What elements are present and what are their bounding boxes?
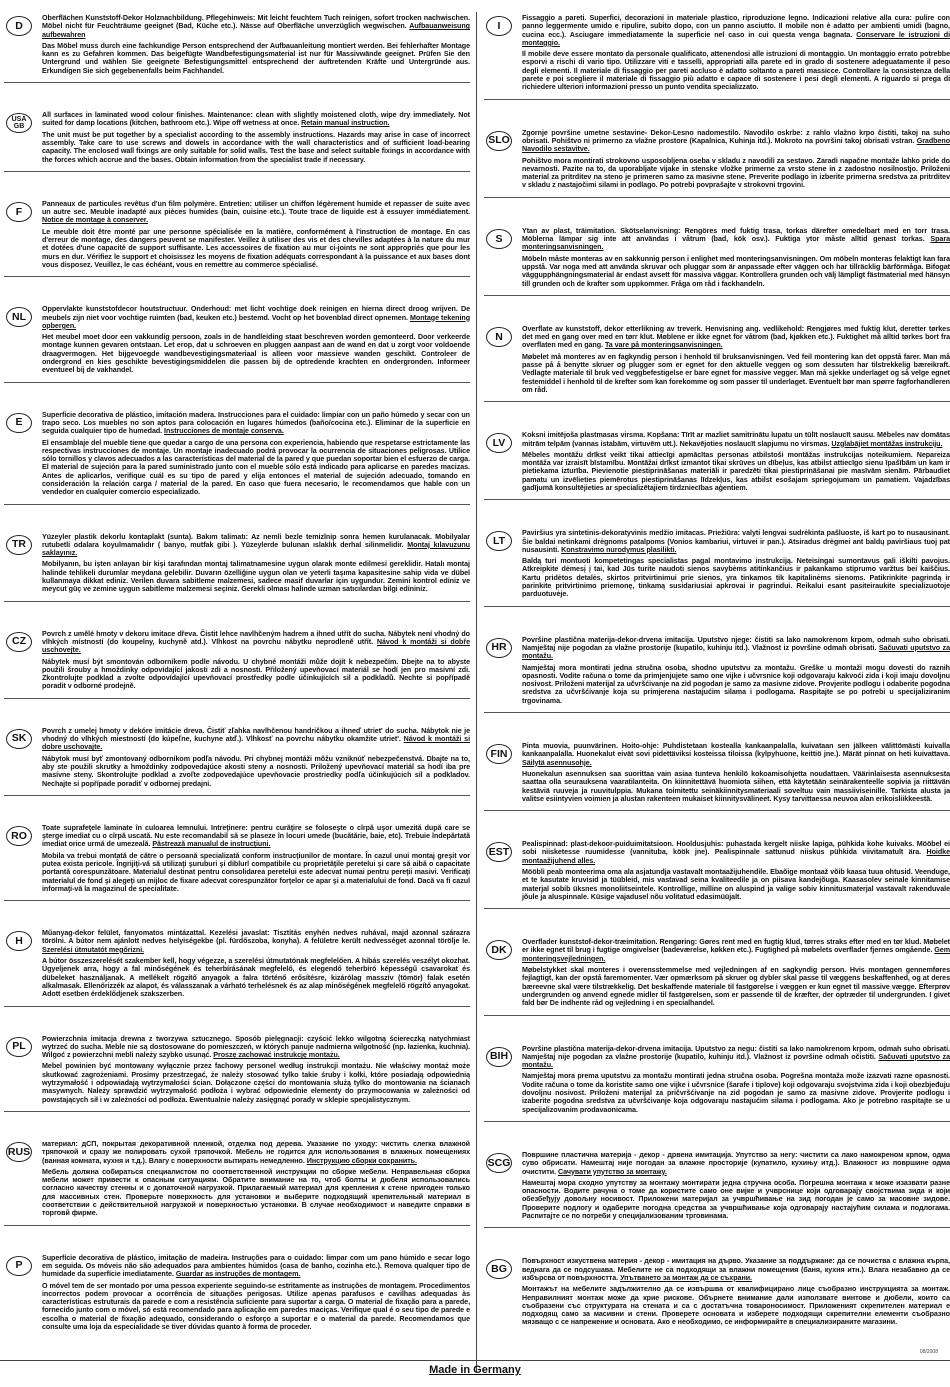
language-section-scg xyxy=(484,1151,950,1228)
right-column xyxy=(484,14,950,1369)
care-text: Повърхност изкуствена материя - декор - имитация на дърво. Указание за поддържане: да се почиства с влажна кърпа, веднага да се подсушава. Мебелите не са подходящи за влажни помещения (баня, кухня итн.). Влага незабавно да се избърсва от повърхността. xyxy=(522,1257,950,1282)
retain-instructions-note: Säilytä asennusohje. xyxy=(522,758,592,767)
care-text: Površine plastična materija-dekor-drvena imitacija. Uputstvo za negu: čistiti sa lako namokrenom krpom, odmah suho obrisati. Namještaj nije pogodan za vlažne prostorije (kupatilo, kuhinju itd.). Vlažnost iz površine odmah očistiti. xyxy=(522,1044,950,1061)
language-badge: SLO xyxy=(486,131,512,151)
language-section-i xyxy=(484,14,950,100)
care-text: Oppervlakte kunststofdecor houtstructuur. Onderhoud: met licht vochtige doek reinigen en hierna direct droog wrijven. De meubels zijn niet voor vochtige ruimten (bad, keuken etc.) bestemd. Vocht op het bovenblad direct opnemen. xyxy=(42,305,470,322)
language-badge: P xyxy=(6,1256,32,1276)
care-text: Overflate av kunststoff, dekor etterlikning av treverk. Henvisning ang. vedlikehold: Rengjøres med fuktig klut, deretter tørkes det med en gang over med en tørr klut. Møblene er ikke egnet for våtrom (bad, kjøkken etc.). Fuktighet må alltid tørkes bort fra overflaten med en gang. xyxy=(522,324,950,350)
retain-instructions-note: Montaj kılavuzunu saklayınız. xyxy=(42,540,470,558)
care-instructions xyxy=(522,840,950,865)
document-code: 08/2008 xyxy=(919,1349,938,1355)
care-text: Panneaux de particules revêtus d'un film polymère. Entretien: utiliser un chiffon légèrement humide et repasser de suite avec un autre sec. Meuble inadapté aux pièces humides (bain, cuisine etc.). Toute trace de liquide est à essuyer immédiatement. xyxy=(42,199,470,217)
language-section-sk xyxy=(4,727,470,796)
assembly-warning: O móvel tem de ser montado por uma pessoa experiente seguindo-se estritamente as instruções de montagem. Procedimentos incorrectos podem provocar a ocorrência de situações perigosas. Utilize apenas parafusos e cavilhas adequadas às características estruturais da parede e com a resistência suficiente para suportar a carga. O material de fixação para a parede, fornecido junto com o móvel, só está recomendado para aplicação em paredes maciças. Verifique qual é o seu tipo de parede e escolha o material de fixação adequado, considerando o esforço a suportar e o material da parede. Recomendamos que consulte uma loja da especialidade se tiver dúvidas quanto à forma de proceder. xyxy=(42,1281,470,1331)
care-text: Superfície decorativa de plástico, imitação de madeira. Instruções para o cuidado: limpar com um pano húmido e secar logo em seguida. Os móveis não são adequados para ambientes húmidos (casa de banho, cozinha etc.). Remova qualquer tipo de humidade da superfície imediatamente. xyxy=(42,1253,470,1279)
language-badge: BG xyxy=(486,1259,512,1279)
retain-instructions-note: Montage tekening opbergen. xyxy=(42,313,470,330)
care-text: Pinta muovia, puunvärinen. Hoito-ohje: Puhdistetaan kostealla kankaanpalalla, kuivataan sen jälkeen välittömästi kuivalla kankaanpalalla. Huonekalut eivät sovi pidettäviksi kosteissa tiloissa (kylpyhuone, keittiö jne.). Märät pinnat on heti kuivattava. xyxy=(522,742,950,759)
care-text: материал: дСП, покрытая декоративной пленкой, отделка под дерева. Указание по уходу: чистить слегка влажной тряпочкой и сразу же полировать сухой тряпочкой. Мебель не годится для использования в влажных помещениях (ванная комната, кухня и т.д.). Влагу с поверхности вытирать немедленно. xyxy=(42,1139,470,1165)
language-section-lt xyxy=(484,529,950,606)
retain-instructions-note: Proszę zachować instrukcję montażu. xyxy=(213,1051,340,1060)
language-section-e xyxy=(4,411,470,505)
care-text: All surfaces in laminated wood colour finishes. Maintenance: clean with slightly moistened cloth, wipe dry immediately. Not suited for damp locations (kitchen, bathroom etc.). Wipe off wetness at once. xyxy=(42,111,470,128)
language-section-nl xyxy=(4,305,470,382)
retain-instructions-note: Szerelési útmutatót megőrizni. xyxy=(42,945,145,954)
language-section-bih xyxy=(484,1045,950,1122)
care-instructions xyxy=(522,938,950,963)
language-badge: EST xyxy=(486,842,512,862)
retain-instructions-note: Notice de montage à conserver. xyxy=(42,216,149,225)
assembly-warning: Møbelet må monteres av en fagkyndig person i henhold til bruksanvisningen. Ved feil montering kan det oppstå farer. Man må passe på å benytte skruer og plugger som er egnet for den aktuelle veggen og som dessuten har tilstrekkelig bæreikraft. Vedlagte materiale til bruk ved veggbefestigelse er bare egnet for massive vegger. Man må sjekke underlaget og så velge egnet festemiddel i henhold til de krefter som kan forekomme og som passer til underlaget. Eventuelt bør man spørre fagforhandleren om råd. xyxy=(522,352,950,394)
language-badge: CZ xyxy=(6,632,32,652)
assembly-warning: Намештај мора сходно упутству за монтажу монтирати једна стручна особа. Погрешна монтажа к може изазвати разне опасности. Водите рачуна о томе да користите само оне вијке и учврснице који одговарају својствима зида и који обезбеђују довољну носивост. Приложени материјал за учвршћивање на зид погодан је само за масовне зидове. Проверите подлогу и одаберите погодна средства за учвршћивање која одговарају настајућим силама и подлогама. Распитајте се по потреби у специјализованим трговинама. xyxy=(522,1178,950,1221)
retain-instructions-note: Aufbauanweisung aufbewahren xyxy=(42,22,470,39)
language-badge: F xyxy=(6,202,32,222)
care-text: Koksni imitējoša plastmasas virsma. Kopšana: Tīrīt ar mazliet samitrinātu lupatu un tūlīt noslaucīt sausu. Mēbeles nav domātas mitrām telpām (vannas istabām, virtuvēm utt.). Nekavējoties noslaucīt slapjumu no virsmas. xyxy=(522,431,950,448)
retain-instructions-note: Упътването за монтаж да се съхрани. xyxy=(620,1273,752,1282)
care-instructions xyxy=(522,1257,950,1282)
language-badge: LT xyxy=(486,531,512,551)
language-badge: DK xyxy=(486,940,512,960)
care-instructions xyxy=(42,14,470,39)
care-instructions xyxy=(42,1140,470,1165)
care-instructions xyxy=(522,325,950,350)
care-text: Zgornje površine umetne sestavine- Dekor-Lesno nadomestilo. Navodilo oskrbe: z rahlo vlažno krpo čistiti, takoj na suho obrisati. Pohištvo ni primerno za vlažne prostore (Kapalnica, Kuhinja itd.). Mokroto na površini takoj obrisati vstran. xyxy=(522,128,950,145)
care-instructions xyxy=(42,727,470,752)
care-instructions xyxy=(42,411,470,436)
retain-instructions-note: Sačuvati uputstvo za montažu. xyxy=(522,643,950,661)
care-text: Overflader kunststof-dekor-træimitation. Rengøring: Gøres rent med en fugtig klud, tørres straks efter med en tør klud. Møbelet er ikke egnet til brug i fugtige omgivelser (badeværelse, køkken etc.). Fugtighed på møbelets overflader fjernes omgående. xyxy=(522,938,950,955)
care-text: Površine plastična materija-dekor-drvena imitacija. Uputstvo njege: čistiti sa lako namokrenom krpom, odmah suho obrisati. Namještaj nije pogodan za vlažne prostorije (kupatilo, kuhinju itd.). Vlažnost iz površine odmah obrisati. xyxy=(522,635,950,652)
care-instructions xyxy=(42,533,470,558)
language-badge: N xyxy=(486,327,512,347)
language-badge: I xyxy=(486,16,512,36)
retain-instructions-note: Instrucciones de montaje conserva. xyxy=(164,427,284,436)
care-instructions xyxy=(42,200,470,225)
language-badge: H xyxy=(6,931,32,951)
language-section-p xyxy=(4,1254,470,1339)
language-badge: PL xyxy=(6,1037,32,1057)
language-badge: TR xyxy=(6,535,32,555)
care-text: Yüzeyler plastik dekorlu kontaplakt (sunta). Bakım talimatı: Az nemli bezle temizlnip sonra hemen kurulanacak. Mobilyalar rutubetli odalara koyulmamalıdır ( banyo, mutfak gibi ). Yüzeylerde bulunan ıslaklık derhal silinmelidir. xyxy=(42,532,470,549)
care-text: Povrch z umelej hmoty v dekóre imitácie dreva. Čistiť zľahka navlhčenou handričkou a ihneď utriet' do sucha. Nábytok nie je vhodný do vlhkých miestností (do kúpeľne, kuchyne atď.). Vlhkosť na povrchu nábytku okamžite utriet'. xyxy=(42,726,470,744)
retain-instructions-note: Konstravimo nurodymus plasilikti. xyxy=(561,545,677,554)
language-section-slo xyxy=(484,129,950,198)
care-text: Paviršius yra sintetinis-dekoratyvinis medžio imitacas. Priežiūra: valyti lengvai sudrėkinta pašluoste, iš kart po to nusausinant. Šie baldai netinkami drėgnoms patalpoms (Vonios kambariui, virtuvei ir pan.). Atsiradus drėgmei ant baldų paviršiaus tuoj pat nusausinti. xyxy=(522,529,950,554)
language-section-hr xyxy=(484,636,950,713)
care-instructions xyxy=(42,630,470,655)
assembly-warning: Pohištvo mora montirati strokovno usposobljena oseba v skladu z navodili za sestavo. Zaradi napačne montaže lahko pride do nevarnosti. Pazite na to, da uporabljate vijake in stenske vložke primerne za vrsto stene in z zadostno nosilnostjo. Priloženi material za pritrditev na steno je primeren samo za masivne stene. Preverite podlago in izberite primerna sredstva za pritrditev v skladu z nastajočimi silami in podlago. Po potrebi povprašajte v strokovni trgovini. xyxy=(522,156,950,190)
left-column xyxy=(4,14,470,1369)
assembly-warning: Het meubel moet door een vakkundig persoon, zoals in de handleiding staat beschreven worden gemonteerd. Door verkeerde montage kunnen gevaren ontstaan. Let erop, dat u schroeven en pluggen aanpast aan de wand en dat u zorgt voor voldoende draagvermogen. Het bijgevoegde wandbevestigingsmateriaal is alleen voor massieve wanden geschikt. Controleer de ondergrond en kies geschikte bevestigingsmiddelen die passen bij de optredende krachten en ondergronden. Informeer eventueel bij de vakhandel. xyxy=(42,333,470,375)
language-section-h xyxy=(4,929,470,1006)
retain-instructions-note: Инструкцию сборки сохранить. xyxy=(306,1156,417,1165)
care-instructions xyxy=(522,129,950,154)
assembly-warning: Mebel powinien być montowany wyłącznie przez fachowy personel według instrukcji montażu. Nie właściwy montaż może skutkować zagrożeniami. Prosimy przestrzegać, że należy stosować tylko takie śruby i kołki, które posiadają odpowiednią wytrzymałość i odpowiadają wytrzymałości ścian. Dołączone części do montowania służą tylko do montowania na ścianach masywnych. Należy sprawdzić wytrzymałość podłoża i wybrać odpowiednie elementy do przymocowania w zależności od powstających sił i w zależności od podłoża. Ewentualnie należy zasięgnąć porady w sklepie specjalistycznym. xyxy=(42,1062,470,1104)
care-instructions xyxy=(42,824,470,849)
care-text: Toate suprafeţele laminate în culoarea lemnului. Intreţinere: pentru curăţire se foloseşte o cîrpă uşor umezită după care se şterge imediat cu o cîrpă uscată. Nu este recomandabil să se plaseze în locuri umede (bucătărie, baie, etc). Trebuie îndepărtată imediat orice urmă de umezeală. xyxy=(42,823,470,849)
assembly-warning: Das Möbel muss durch eine fachkundige Person entsprechend der Aufbauanleitung montiert werden. Bei fehlerhafter Montage kann es zu Gefahren kommen. Das beigefügte Wandbefestigungsmaterial ist nur für Massivwände geeignet. Prüfen Sie den Untergrund und wählen Sie geeignete Befestigungsmittel entsprechend der auftretenden Kräfte und Untergründe aus. Erkundigen Sie sich gegebenenfalls beim Fachhandel. xyxy=(42,41,470,75)
care-instructions xyxy=(42,1035,470,1060)
care-text: Műanyag-dekor felület, fanyomatos mintázattal. Kezelési javaslat: Tisztítás enyhén nedves ruhával, majd azonnal szárazra törölni. A bútor nem ajánlott nedves helyiségekbe (pl. fürdőszoba, konyha). A felületre került nedvességet azonnal törölje le. xyxy=(42,929,470,946)
care-instructions xyxy=(522,529,950,554)
assembly-warning: Møbelstykket skal monteres i overensstemmelse med vejledningen af en sagkyndig person. Hvis montagen gennemføres fejlagtigt, kan der opstå faremomenter. Vær opmærksom på skruer og dybler skal passe til væggens beskaffenhed, og at deres bæreevne skal være tilstrækkelig. Det beskaffende materiale til fastgørelse i væggen er kun egnet til massive vægge. Efterprøv undergrunden og anvend egnede midler til fastgørelsen, som er passende til de kræfter, der optræder til undergrunden. I givet fald bør De indhente råd og vejledning i en specialhandel. xyxy=(522,966,950,1008)
language-section-fin xyxy=(484,742,950,811)
retain-instructions-note: Ta vare på monteringsanvisningen. xyxy=(604,341,723,350)
language-badge: NL xyxy=(6,307,32,327)
retain-instructions-note: Hoidke montaažijuhend alles. xyxy=(522,848,950,865)
language-section-usa-gb xyxy=(4,111,470,172)
language-section-pl xyxy=(4,1035,470,1112)
language-section-cz xyxy=(4,630,470,699)
language-badge: BIH xyxy=(486,1047,512,1067)
retain-instructions-note: Gem monteringsvejledningen. xyxy=(522,946,950,963)
assembly-warning: Mobilyanın, bu işten anlayan bir kişi tarafından montaj talimatnamesine uygun olarak monte edilmesi gereklidir. Hatalı montaj halinde tehlikeli durumlar meydana gelebilir. Duvarın özelliğine uygun olan ve yeterli taşıma kapasitesine sahip vida ve dübel kullanmaya dikkat ediniz. Verilen duvara sabitleme malzemesi, sadece masif duvarlar için uygundur. Zemini kontrol ediniz ve meycut güç ve zemine uygun sabitleme malzemesi seçiniz. Gerekli olması halinde uzman satıcılardan bilgi edininiz. xyxy=(42,560,470,594)
assembly-warning: A bútor összeszerelését szakember kell, hogy végezze, a szerelési útmutatónak megfelelően. A hibás szerelés veszélyt okozhat. Ügyeljenek arra, hogy a fal minőségének és teherbírásának megfelelő, és elegendő teherbíró képességű csavarokat és dübeleket használjanak. A mellékelt rögzítő anyagok a falra történő erősítésre, kizárólag masszív (tömör) falak esetén alkalmasak. Ellenőrizzék az alapot, és válasszanak a várható terhelésnek és az alap minőségének megfelelő rögzítő anyagokat. Adott esetben érdeklődjenek szakszerben. xyxy=(42,957,470,999)
assembly-warning: Huonekalun asennuksen saa suorittaa vain asiaa tunteva henkilö kokoamisohjetta noudattaen. Väärinlaisesta asennuksesta saattaa olla seurauksena vaaratilanteita. On kiinnitettävä huomiota siihen, että käytetään seinärakenteelle sopivia ja riittävän kestäviä ruuveja ja ruuvitulppia. Mukana toimitettu seinäkiinnitysmateriaali soveltuu vain massiiviseinille. Tarkista alusta ja valitse esiintyvien voimien ja alustan rakenteen mukaiset kiinnitysvälineet. Kysy tarvittaessa neuvoa alan erikoisliikkeestä. xyxy=(522,769,950,803)
assembly-warning: Il mobile deve essere montato da personale qualificato, attenendosi alle istruzioni di montaggio. Un montaggio errato potrebbe esporvi a rischi di vario tipo. Utilizzare viti e tasselli, appropriati alla parete ed in grado di sostenere adeguatamente il peso degli elementi. Il materiale di fissaggio per pareti accluso è adatto soltanto a pareti massicce. Controllare la consistenza della parete e poi scegliere il materiale di fissaggio più adatto e capace di sostenere i pesi degli elementi. A riguardo si prega di richiedere ulteriori informazioni presso un punto vendita specializzato. xyxy=(522,50,950,92)
assembly-warning: Nábytok musí byť zmontovaný odborníkom podľa návodu. Pri chybnej montáži môžu vzniknúť nebezpečenstvá. Dbajte na to, aby ste použili skrutky a hmoždinky zodpovedajúce akosti steny a nosnosti. Priložený upevňovací materiál sa hodí iba pre masívne steny. Skontrolujte podklad a zvoľte zodpovedajúce upevňovacie prostriedky podľa účinkujúcich síl a podkladov. Nechajte si popřípade poradiť v odbornej predajni. xyxy=(42,754,470,788)
care-instructions xyxy=(42,929,470,954)
care-instructions xyxy=(522,636,950,661)
care-instructions xyxy=(42,111,470,128)
assembly-warning: Mööbli peab monteerima oma ala asjatundja vastavalt montaažijuhendile. Ebaõige montaaž võib kaasa tuua ohtusid. Veenduge, et te kasutate kruvisid ja tüübleid, mis vastavad seina kvaliteedile ja on piisava kandejõuga. Kaasasolev seinale kinnitamise materjal sobib üksnes monoliitseintele. Kontrollige, milline on aluspind ja valige sobiv kinnitusmaterjal vastavalt rakenduvale jõule ja aluspinnale. Küsige vajadusel nõu volitatud edasimüüjalt. xyxy=(522,868,950,901)
retain-instructions-note: Retain manual instruction. xyxy=(301,119,390,128)
language-badge: SK xyxy=(6,729,32,749)
assembly-warning: Namještaj mora montirati jedna stručna osoba, shodno uputstvu za montažu. Greške u montaži mogu dovesti do raznih opasnosti. Vodite računa o tome da primjenjujete samo one vijke i učvrsnice koji odgovaraju kakvoći zida i koji imaju dovoljnu nosivost. Priloženi materijal za učvršćivanje na zid pogodan je samo za masivne zidove. Provjerite podlogu i odaberite pogodna sredstva za učvršćivanje koja su primjerena nastajućim silama i podlogama. Raspitajte se po potrebi u specijaliziranim trgovinama. xyxy=(522,663,950,705)
care-instructions xyxy=(42,305,470,330)
language-badge: HR xyxy=(486,638,512,658)
made-in-germany: Made in Germany xyxy=(429,1364,521,1376)
assembly-warning: Le meuble doit être monté par une personne spécialisée en la matière, conformément à l'instruction de montage. En cas d'erreur de montage, des dangers peuvent se manifester. Veillez à utiliser des vis et des chevilles adaptées à la nature du mur et dotées d'une capacité de support suffisante. Les accessoires de fixation au mur ci-joints ne sont appropriés que pour les murs en dur. Vérifiez le support et choisissez les moyens de fixation adéquats correspondant à la puissance et aux bases dont vous disposez. Veuillez, le cas échéant, vous en remettre au commerce spécialisé. xyxy=(42,227,470,269)
retain-instructions-note: Uzglabājiet montāžas instrukciju. xyxy=(831,439,943,448)
retain-instructions-note: Guardar as instruções de montagem. xyxy=(175,1270,301,1279)
language-section-f xyxy=(4,200,470,277)
column-divider xyxy=(476,12,477,1372)
language-section-tr xyxy=(4,533,470,602)
language-section-dk xyxy=(484,938,950,1015)
language-section-rus xyxy=(4,1140,470,1226)
care-text: Fissaggio a pareti. Superfici, decorazioni in materiale plastico, riproduzione legno. Indicazioni relative alla cura: pulire con panno leggermente umido e ripulire, subito dopo, con un panno asciutto. Il mobile non è adatto per ambienti umidi (bagno, cucina ecc.). Asciugare immediatamente la superficie nel caso in cui questa venga bagnata. xyxy=(522,14,950,39)
retain-instructions-note: Gradbeno Navodilo sestavitve. xyxy=(522,136,950,154)
care-text: Oberflächen Kunststoff-Dekor Holznachbildung. Pflegehinweis: Mit leicht feuchtem Tuch reinigen, sofort trocken nachwischen. Möbel nicht für Feuchträume geeignet (Bad, Küche etc.). Nässe auf Oberfläche unverzüglich wegwischen. xyxy=(42,14,470,31)
assembly-warning: El ensamblaje del mueble tiene que quedar a cargo de una persona con experiencia, habiendo que respetarse estrictamente las respectivas instrucciones de montaje. Un montaje inadecuado podrá provocar la ocurrencia de situaciones peligrosas. Utilice sólo tornillos y clavos adecuados a las características del material de la pared y que puedan soportar bien el esfuerzo de carga. El material de sujeción para la pared suministrado junto con el mueble sólo está indicado para aplicarse en paredes macizas. Antes de aplicarlos, verifique cuál es su tipo de pared y elija entonces el material de sujeción adecuado, tomando en consideración la relación carga / material de la pared. En caso que fuera necesario, le recomendamos que hable con un vendedor en cualquier comercio especializado. xyxy=(42,438,470,497)
language-section-s xyxy=(484,227,950,296)
assembly-warning: Монтажът на мебелите задължително да се извършва от квалифицирано лице съобразно инструкцията за монтаж. Неправилният монтаж може да крие рискове. Обърнете внимание дали използвате винтове и дюбели, които са съобразени със структурата на стената и са с достатъчна товароносимост. Приложеният скрепителен материал е подходящ само за масивни и стени. Проверете основата и изберете подходящи скрепителни елементи съобразно мязващо с се напрежение и основата. Ако е необходимо, се информирайте в специализираните магазини. xyxy=(522,1285,950,1327)
care-text: Powierzchnia imitacja drewna z tworzywa sztucznego. Sposób pielęgnacji: czyścić lekko wilgotną ściereczką natychmiast wytrzeć do sucha. Meble nie są dostosowane do pomieszczeń, w których panuje nadmierna wilgotność (np. łazienka, kuchnia). Wilgoć z powierzchni mebli należy szybko usunąć. xyxy=(42,1034,470,1060)
assembly-warning: The unit must be put together by a specialist according to the assembly instructions. Hazards may arise in case of incorrect assembly. Take care to use screws and dowels in accordance with the wall characteristics and of sufficient load-bearing capacity. The enclosed wall fixings are only suitable for solid walls. Test the base and select suitable fixings in accordance with the forces which accrue and the bases. Obtain information from the specialist trade if necessary. xyxy=(42,130,470,164)
care-instructions xyxy=(522,742,950,767)
care-instructions xyxy=(522,1151,950,1176)
language-badge: D xyxy=(6,16,32,36)
retain-instructions-note: Spara monteringsanvisningen. xyxy=(522,235,950,252)
care-text: Povrch z umělé hmoty v dekoru imitace dřeva. Čistit lehce navlhčeným hadrem a ihned utřít do sucha. Nábytek není vhodný do vlhkých místností (do koupelny, kuchyně atd.). Vlhkost na povrchu nábytku neprodleně utřít. xyxy=(42,629,470,646)
care-instructions xyxy=(42,1254,470,1279)
assembly-warning: Baldą turi montuoti kompetetingas specialistas pagal montavimo instrukciją. Neteisingai sumontavus gali iškilti pavojus. Atkreipkite dėmesį į tai, kad Jūs turite naudoti sienos savybėms atitinkančius ir pakankamo stiprumo varžtus bei kaiščius. Kartu pridėtos detalės, skirtos pritvirtinimui prie sienos, yra tinkamos tik kapitalinėms sienoms. Patikrinkite pagrindą ir parinkite pritvirtinimo priemonę, tinkamą susidariusiai apkrovai ir pagrindui. Reikalui esant pasiteiraukite specializuotoje parduotuvėje. xyxy=(522,557,950,599)
retain-instructions-note: Conservare le istruzioni di montaggio. xyxy=(522,30,950,47)
care-instructions xyxy=(522,14,950,47)
retain-instructions-note: Návod k montáži si dobře uschovejte. xyxy=(42,637,470,655)
language-badge: LV xyxy=(486,433,512,453)
care-instructions xyxy=(522,431,950,448)
care-instructions xyxy=(522,227,950,252)
retain-instructions-note: Сачувати упутство за монтажу. xyxy=(557,1167,667,1176)
language-section-est xyxy=(484,840,950,909)
care-text: Pealispinnad: plast-dekoor-puiduimitatsioon. Hooldusjuhis: puhastada kergelt niiske lapiga, pühkida kohe kuivaks. Mööbel ei sobi niisketesse ruumidesse (vannituba, köök jne). Pealispinnale sattunud niiskus pühkida viivitamatult ära. xyxy=(522,840,950,857)
assembly-warning: Namještaj mora prema uputstvu za montažu montirati jedna stručna osoba. Pogrešna montaža može izazvati razne opasnosti. Vodite računa o tome da koristite samo one vijke i učvrsnice (šarafe i tiplove) koji odgovaraju svojstvima zida i koji obezbjeđuju dovoljnu nosivost. Priloženi materijal za pričvršćivanje na zid pogodan je samo za masivne zidove. Provjerite podlogu i izaberite pogodna sredstva za učvršćivanje koja odgovaraju nastajućim silama i podlogama. Ako je potrebno raspitajte se u specijalizovanim prodavaonicama. xyxy=(522,1072,950,1114)
language-section-n xyxy=(484,325,950,402)
language-badge: FIN xyxy=(486,744,512,764)
assembly-warning: Möbeln måste monteras av en sakkunnig person i enlighet med monteringsanvisningen. Om möbeln monteras felaktigt kan fara uppstå. Var noga med att använda skruvar och pluggar som är anpassade efter väggen och har tillräcklig bärförmåga. Bifogat väggupphängningsmaterial är endast avsett för massiva väggar. Kontrollera grunden och välj lämpligt fästmaterial med hänsyn till grunden och de krafter som uppkommer. Fråga om råd i fackhandeln. xyxy=(522,254,950,288)
care-text: Superficie decorativa de plástico, imitación madera. Instrucciones para el cuidado: limpiar con un paño húmedo y secar con un trapo seco. Los muebles no son aptos para colocación en lugares húmedos (baño/cocina etc.). Eliminar de la superficie en seguida cualquier tipo de humedad. xyxy=(42,410,470,436)
language-badge: S xyxy=(486,229,512,249)
retain-instructions-note: Sačuvati uputstvo za montažu. xyxy=(522,1052,950,1070)
assembly-warning: Mēbeles montāžu drīkst veikt tikai attiecīgi apmācītas personas atbilstoši montāžas instrukcijas noteikumiem. Nepareiza montāža var izraisīt bīstamību. Montāžai drīkst izmantot tikai skrūves un dībeļus, kas atbilst attiecīgo sienu īpašībām un kam ir pietiekama izturība. Pievienotie piestiprināšanas materiāli ir paredzēti tikai piestiprināšanai pie masīvām sienām. Pārbaudiet pamatu un izvēlieties piemērotus piestiprināšanas līdzekļus, kas atbilst esošajam spriegojumam un pamatiem. Vajadzības gadījumā konsultējieties ar specializētajiem tirdzniecības aģentiem. xyxy=(522,450,950,492)
retain-instructions-note: Păstrează manualul de instrucţiuni. xyxy=(152,840,271,849)
care-text: Површине пластична материја - декор - дрвена имитација. Упутство за негу: чистити са лако намокреном крпом, одма суво обрисати. Намештај није погодан за влажне просторије (купатило, кухињу итд.). Влажност из површине одма очистити. xyxy=(522,1150,950,1176)
footer-rule xyxy=(0,1360,950,1361)
language-section-bg xyxy=(484,1257,950,1333)
language-section-ro xyxy=(4,824,470,901)
language-badge: RUS xyxy=(6,1142,32,1162)
assembly-warning: Mobila va trebui montată de către o persoană specializată conform instrucţiunilor de montare. În cazul unui montaj greşit vor putea exista pericole. Îngrijiţi-vă să utilizaţi şuruburi şi diblurl compatibile cu proprietăţile peretelui şi care să aibă o capacitate portantă corespunzătoare. Materialul destinat pentru consolidarea peretelui este adecvat numai pentru pereţii masivi. Verificaţi materialul de fond şi alegeţi un mijloc de fixare adecvat corespunzător forţelor ce apar şi a materialului de fond. Dacă va fi cazul informaţi-vă la magazinul de specialitate. xyxy=(42,851,470,893)
assembly-warning: Мебель должна собираться специалистом по соответственной инструкции по сборке мебели. Неправельная сборка мебели может привести к опасным ситуациям. Обратите внимание на то, чтоб болты и дюбеля использовались согласно качеству стенны и с допаточной нагрузкой. Прилагаемый материал для крепления к стене пригоден только для массивных стен. Проверьте поверхность для установки и выберите подходящий крепительный материал в соответствии с действительной нагрузкой и поверхностью установки. В случае необходимост и наведите справки в торговй фирме. xyxy=(42,1167,470,1218)
assembly-warning: Nábytek musí být smontován odborníkem podle návodu. U chybné montáži může dojít k nebezpečím. Dbejte na to abyste použili šrouby a hmoždinky odpovídající jakosti zdi a nosnosti. Přiložený upevňovací materiál se hodí jen pro masivní zdi. Zkontrolujte podklad a zvolte odpovídající upevňovací prostředky podle účinkujících sil a podkladů. Nechte si popřípadě poradit v odborné prodejně. xyxy=(42,657,470,691)
language-badge: SCG xyxy=(486,1153,512,1173)
language-section-d xyxy=(4,14,470,83)
retain-instructions-note: Návod k montáži si dobre uschovajte. xyxy=(42,735,470,752)
language-badge: E xyxy=(6,413,32,433)
language-badge: RO xyxy=(6,826,32,846)
language-section-lv xyxy=(484,431,950,500)
language-badge: USA GB xyxy=(6,113,32,133)
care-instructions xyxy=(522,1045,950,1070)
care-text: Ytan av plast, träimitation. Skötselanvisning: Rengöres med fuktig trasa, torkas därefter omedelbart med en torr trasa. Möblerna lämpar sig inte att användas i våtrum (bad, kök osv.). Fuktiga ytor måste alltid genast torkas. xyxy=(522,226,950,244)
